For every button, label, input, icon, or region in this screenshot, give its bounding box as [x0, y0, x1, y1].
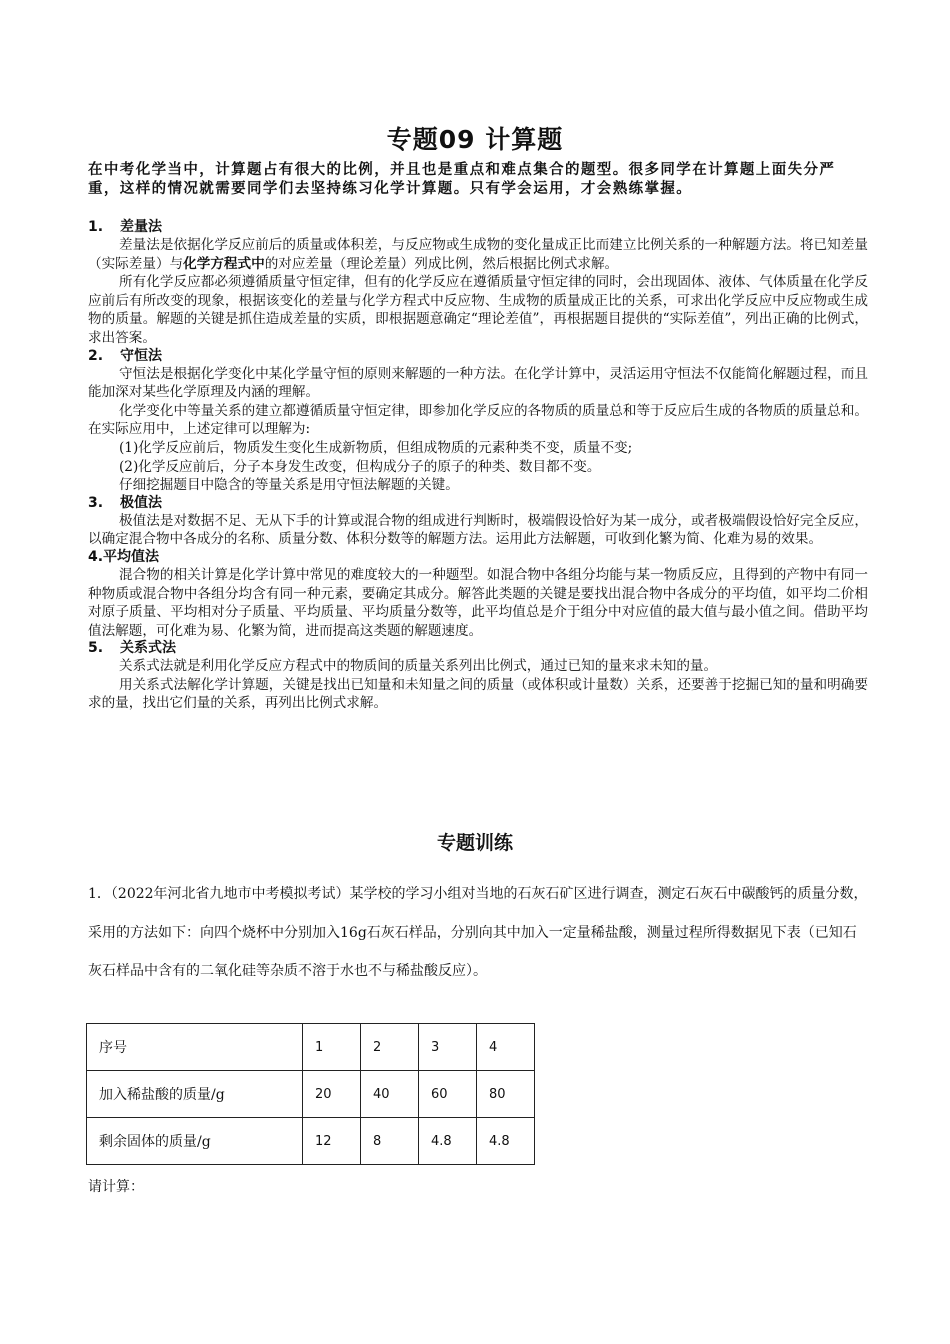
table-cell: 4.8 [419, 1118, 477, 1165]
section-number: 1. [88, 219, 104, 235]
paragraph: 守恒法是根据化学变化中某化学量守恒的原则来解题的一种方法。在化学计算中，灵活运用守恒法不仅能简化解题过程，而且能加深对某些化学原理及内涵的理解。 [88, 365, 868, 401]
paragraph: 仔细挖掘题目中隐含的等量关系是用守恒法解题的关键。 [119, 477, 459, 494]
paragraph: 极值法是对数据不足、无从下手的计算或混合物的组成进行判断时，极端假设恰好为某一成分，或者极端假设恰好完全反应，以确定混合物中各成分的名称、质量分数、体积分数等的解题方法。运用此方法解题，可收到化繁为简、化难为易的效果。 [88, 512, 868, 548]
page-title: 专题09 计算题 [386, 125, 564, 154]
section-heading [88, 219, 868, 236]
list-item: (2)化学反应前后，分子本身发生改变，但构成分子的原子的种类、数目都不变。 [119, 458, 601, 475]
section-number: 3. [88, 494, 104, 511]
table-cell: 80 [477, 1071, 535, 1118]
table-cell: 40 [361, 1071, 419, 1118]
section-title: 守恒法 [120, 347, 162, 364]
methods-section [88, 219, 868, 713]
section-subtitle: 专题训练 [436, 832, 513, 854]
table-row [87, 1024, 535, 1071]
table-row [87, 1118, 535, 1165]
table-cell: 1 [303, 1024, 361, 1071]
table-cell: 60 [419, 1071, 477, 1118]
table-row [87, 1071, 535, 1118]
table-cell: 加入稀盐酸的质量/g [87, 1071, 303, 1118]
section-number: 2. [88, 347, 104, 364]
section-title: 4.平均值法 [88, 548, 160, 565]
paragraph: 关系式法就是利用化学反应方程式中的物质间的质量关系列出比例式，通过已知的量来求未知的量。 [119, 658, 718, 675]
table-cell: 3 [419, 1024, 477, 1071]
data-table [86, 1023, 535, 1165]
list-item: (1)化学反应前后，物质发生变化生成新物质，但组成物质的元素种类不变，质量不变; [119, 439, 633, 456]
section-title: 关系式法 [120, 640, 176, 657]
section-heading [88, 549, 868, 566]
section-number: 5. [88, 640, 104, 657]
paragraph: 所有化学反应都必须遵循质量守恒定律，但有的化学反应在遵循质量守恒定律的同时，会出现固体、液体、气体质量在化学反应前后有所改变的现象，根据该变化的差量与化学方程式中反应物、生成物的质量成正比的关系，可求出化学反应中反应物或生成物的质量。解题的关键是抓住造成差量的实质，即根据题意确定“理论差值”，再根据题目提供的“实际差值”，列出正确的比例式，求出答案。 [88, 274, 868, 346]
section-heading [88, 348, 868, 365]
paragraph: 用关系式法解化学计算题，关键是找出已知量和未知量之间的质量（或体积或计量数）关系，还要善于挖掘已知的量和明确要求的量，找出它们量的关系，再列出比例式求解。 [88, 676, 868, 712]
paragraph [88, 236, 868, 273]
section-heading [88, 495, 868, 512]
table-cell: 4.8 [477, 1118, 535, 1165]
intro-paragraph: 在中考化学当中，计算题占有很大的比例，并且也是重点和难点集合的题型。很多同学在计算题上面失分严重，这样的情况就需要同学们去坚持练习化学计算题。只有学会运用，才会熟练掌握。 [88, 162, 836, 197]
section-title: 差量法 [120, 219, 162, 235]
question-prompt: 请计算： [88, 1179, 144, 1195]
table-cell: 20 [303, 1071, 361, 1118]
section-heading [88, 640, 868, 657]
bold-run: 化学方程式中 [183, 255, 265, 272]
paragraph: 混合物的相关计算是化学计算中常见的难度较大的一种题型。如混合物中各组分均能与某一物质反应，且得到的产物中有同一种物质或混合物中各组分均含有同一种元素，要确定其成分。解答此类题的关键是要找出混合物中各成分的平均值，如平均二价相对原子质量、平均相对分子质量、平均质量、平均质量分数等，此平均值总是介于组分中对应值的最大值与最小值之间。借助平均值法解题，可化难为易、化繁为简，进而提高这类题的解题速度。 [88, 566, 868, 639]
table-cell: 剩余固体的质量/g [87, 1118, 303, 1165]
question-1-text: 1．（2022年河北省九地市中考模拟考试）某学校的学习小组对当地的石灰石矿区进行调查，测定石灰石中碳酸钙的质量分数，采用的方法如下：向四个烧杯中分别加入16g石灰石样品，分别向其中加入一定量稀盐酸，测量过程所得数据见下表（已知石灰石样品中含有的二氧化硅等杂质不溶于水也不与稀盐酸反应）。 [88, 886, 868, 979]
table-cell: 4 [477, 1024, 535, 1071]
table-cell: 12 [303, 1118, 361, 1165]
section-title: 极值法 [120, 494, 162, 511]
table-cell: 2 [361, 1024, 419, 1071]
paragraph: 化学变化中等量关系的建立都遵循质量守恒定律，即参加化学反应的各物质的质量总和等于反应后生成的各物质的质量总和。在实际应用中，上述定律可以理解为: [88, 402, 868, 438]
text-run: 的对应差量（理论差量）列成比例，然后根据比例式求解。 [264, 255, 619, 272]
table-cell: 序号 [87, 1024, 303, 1071]
table-cell: 8 [361, 1118, 419, 1165]
text-run: 差量法是依据化学反应前后的质量或体积差，与反应物或生成物的变化量成正比而建立比例关系的一种解题方法。将已知差量（实际差量）与 [88, 237, 868, 272]
